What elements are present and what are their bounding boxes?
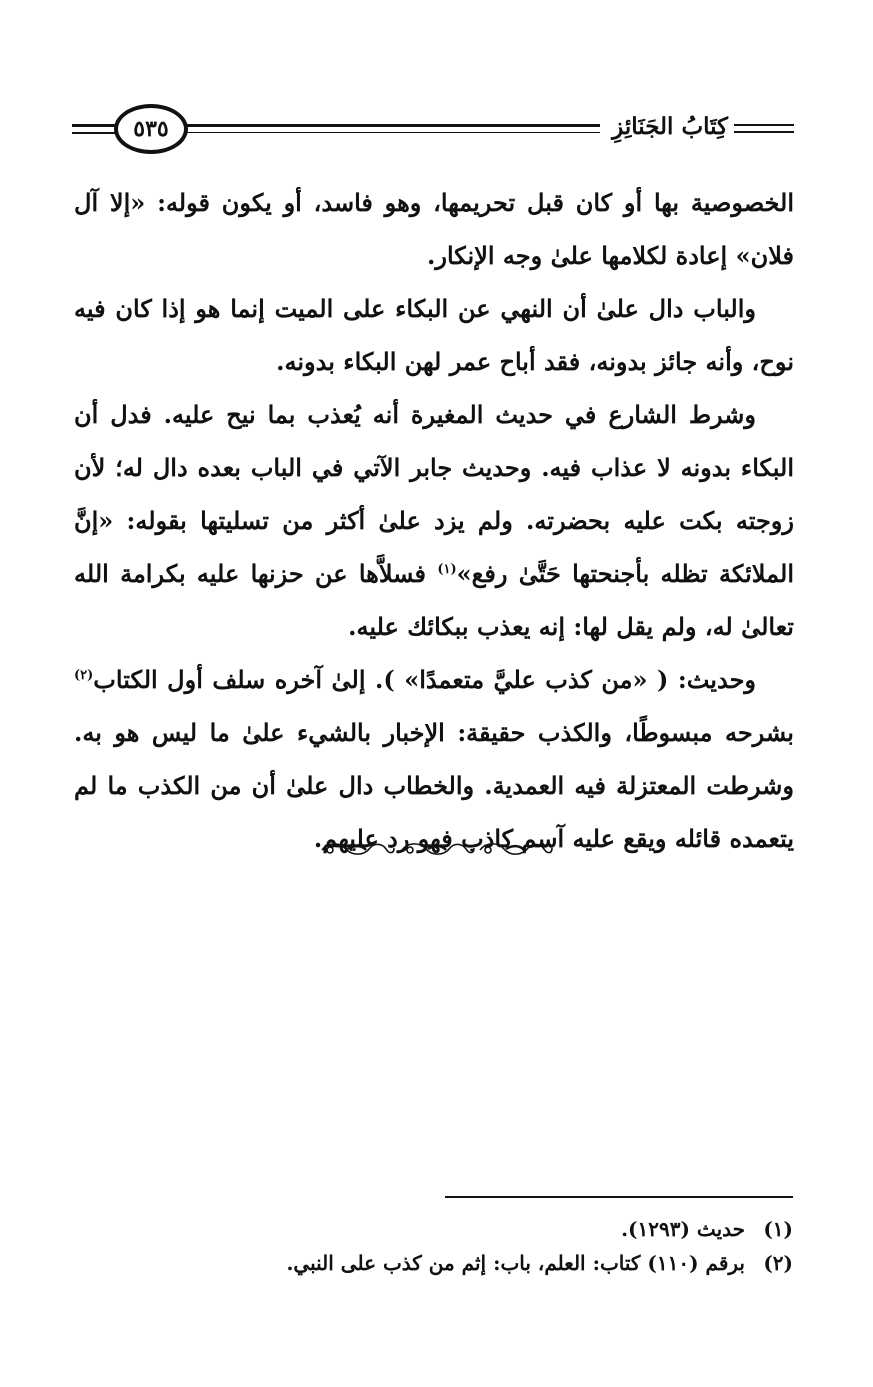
- paragraph-text: بشرحه مبسوطًا، والكذب حقيقة: الإخبار بالشيء علىٰ ما ليس هو به. وشرطت المعتزلة فيه العمدية. والخطاب دال علىٰ أن من الكذب ما لم يتعمده قائله ويقع عليه آسم كاذب فهو رد عليهم.: [74, 718, 794, 853]
- paragraph: والباب دال علىٰ أن النهي عن البكاء على الميت إنما هو إذا كان فيه نوح، وأنه جائز بدونه، فقد أباح عمر لهن البكاء بدونه.: [74, 294, 794, 376]
- footnote-text: حديث (١٢٩٣).: [621, 1217, 745, 1241]
- paragraph-text: وحديث: ( «من كذب عليَّ متعمدًا» ). إلىٰ آخره سلف أول الكتاب: [93, 665, 756, 694]
- page-number-frame: [114, 104, 188, 154]
- page-header: [72, 100, 794, 160]
- paragraph-text: فسلاَّها عن حزنها عليه بكرامة الله تعالىٰ له، ولم يقل لها: إنه يعذب ببكائك عليه.: [74, 559, 794, 641]
- footnote-separator: [445, 1196, 793, 1198]
- header-rule: [72, 124, 116, 127]
- footnote-reference[interactable]: (١): [437, 562, 457, 577]
- footnotes: [93, 1212, 793, 1280]
- footnote-number: (٢): [763, 1251, 793, 1275]
- paragraph: [74, 388, 794, 653]
- header-rule: [734, 131, 794, 133]
- header-rule: [72, 132, 116, 134]
- paragraph: الخصوصية بها أو كان قبل تحريمها، وهو فاسد، أو يكون قوله: «إلا آل فلان» إعادة لكلامها علىٰ وجه الإنكار.: [74, 188, 794, 270]
- header-rule: [734, 124, 794, 126]
- footnote-number: (١): [763, 1217, 793, 1241]
- page-number: ٥٣٥: [133, 116, 169, 142]
- footnote: [93, 1246, 793, 1280]
- footnote-reference[interactable]: (٢): [74, 668, 94, 683]
- footnote: [93, 1212, 793, 1246]
- paragraph-text: وشرط الشارع في حديث المغيرة أنه يُعذب بما نيح عليه. فدل أن البكاء بدونه لا عذاب فيه. وحديث جابر الآتي في الباب بعده دال له؛ لأن زوجته بكت عليه بحضرته. ولم يزد علىٰ أكثر من تسليتها بقوله: «إنَّ الملائكة تظله بأجنحتها حَتَّىٰ رفع»: [74, 400, 794, 588]
- paragraph: [74, 653, 794, 865]
- header-rule: [182, 132, 600, 133]
- header-rule: [182, 124, 600, 127]
- ornament-divider-icon: [318, 836, 554, 862]
- running-title: كِتَابُ الجَنَائِزِ: [612, 113, 728, 140]
- body-text: [74, 176, 794, 865]
- footnote-text: برقم (١١٠) كتاب: العلم، باب: إثم من كذب على النبي.: [286, 1251, 745, 1275]
